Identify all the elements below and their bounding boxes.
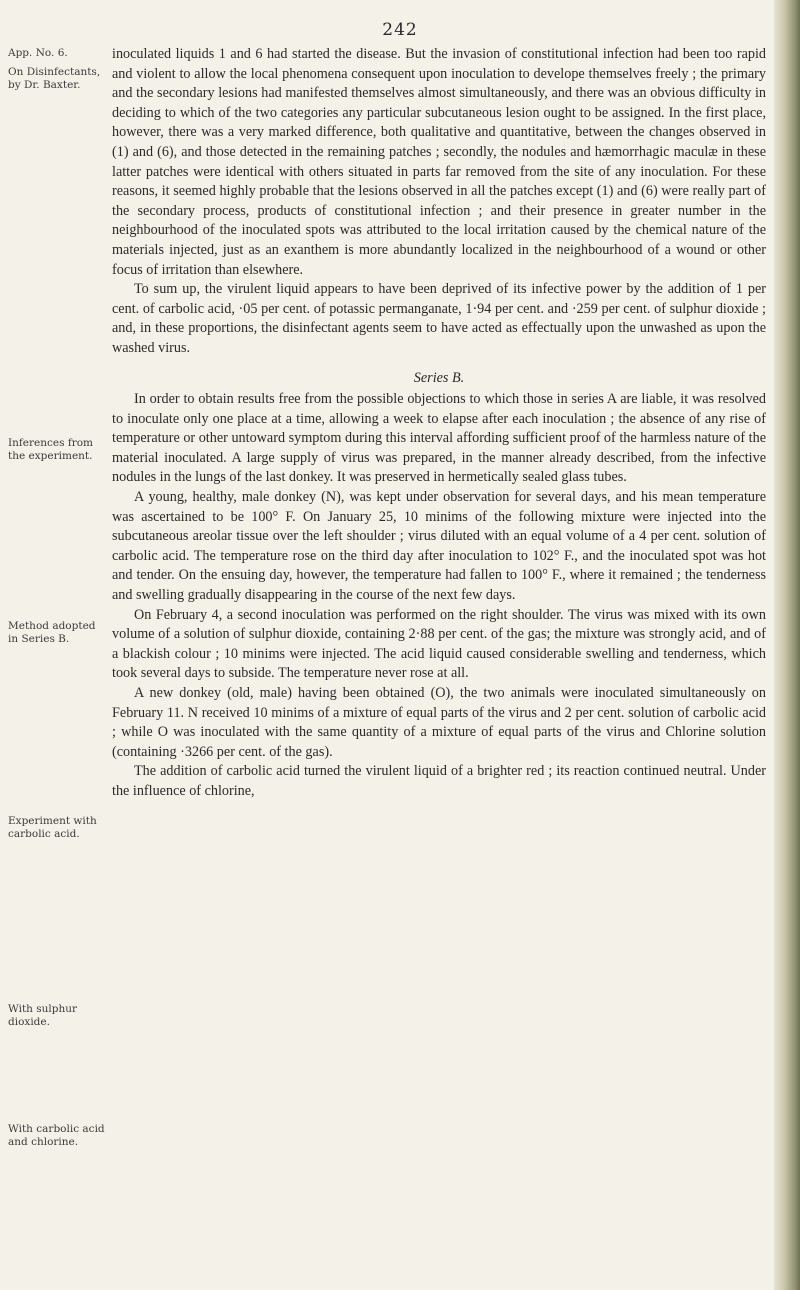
margin-note-inferences: Inferences from the experiment. xyxy=(8,437,94,462)
paragraph-carbolic: A young, healthy, male donkey (N), was kept under observation for several days, and his mean temperature was ascertained to be 100° F. On January 25, 10 minims of the following mixture were injected into the subcutaneous areolar tissue over the left shoulder ; virus diluted with an equal volume of a 4 per cent. solution of carbolic acid. The temperature rose on the third day after inoculation to 102° F., and the inoculated spot was hot and tender. On the ensuing day, however, the temperature had fallen to 100° F., where it remained ; the tenderness and swelling gradually disappearing in the course of the next few days. xyxy=(112,489,766,604)
paragraph-method: In order to obtain results free from the possible objections to which those in series A are liable, it was resolved to inoculate only one place at a time, allowing a week to elapse after each inoculation ; the absence of any rise of temperature or other untoward symptom during this interval affording sufficient proof of the harmless nature of the material inoculated. A large supply of virus was prepared, in the manner already described, from the infective nodules in the lungs of the last donkey. It was preserved in hermetically sealed glass tubes. xyxy=(112,391,766,486)
margin-note-chlorine: With carbolic acid and chlorine. xyxy=(8,1123,105,1148)
paragraph-summary: To sum up, the virulent liquid appears to have been deprived of its infective power by the addition of 1 per cent. of carbolic acid, ·05 per cent. of potassic permanganate, 1·94 per cent. and ·259 per cent. of sulphur dioxide ; and, in these proportions, the disinfectant agents seem to have acted as effectually upon the unwashed as upon the washed virus. xyxy=(112,281,766,356)
paragraph-final: The addition of carbolic acid turned the virulent liquid of a brighter red ; its reaction continued neutral. Under the influence of chlorine, xyxy=(112,763,766,799)
page-number: 242 xyxy=(382,20,418,40)
page-edge-shadow xyxy=(774,0,800,1290)
margin-note-sulphur: With sulphur dioxide. xyxy=(8,1003,78,1028)
series-b-heading: Series B. xyxy=(413,369,465,386)
main-text xyxy=(112,45,766,802)
margin-note-carbolic: Experiment with carbolic acid. xyxy=(8,815,97,840)
paragraph-continuation: inoculated liquids 1 and 6 had started the disease. But the invasion of constitutional infection had been too rapid and violent to allow the local phenomena consequent upon inoculation to develope themselves freely ; the primary and the secondary lesions had manifested themselves almost simultaneously, and there was an obvious difficulty in deciding to which of the two categories any particular subcutaneous lesion ought to be assigned. In the first place, however, there was a very marked difference, both qualitative and quantitative, between the changes observed in (1) and (6), and those detected in the remaining patches ; secondly, the nodules and hæmorrhagic maculæ in these latter patches were identical with others situated in parts far removed from the site of any inoculation. For these reasons, it seemed highly probable that the lesions observed in all the patches except (1) and (6) were really part of the secondary process, products of constitutional infection ; and their presence in greater number in the neighbourhood of the inoculated spots was attributed to the local irritation caused by the chemical nature of the materials injected, just as an exanthem is more abundantly localized in the neighbourhood of a wound or other focus of irritation than elsewhere. xyxy=(112,46,766,278)
margin-note-method: Method adopted in Series B. xyxy=(8,620,96,645)
paragraph-sulphur: On February 4, a second inoculation was performed on the right shoulder. The virus was mixed with its own volume of a solution of sulphur dioxide, containing 2·88 per cent. of the gas; the mixture was strongly acid, and of a blackish colour ; 10 minims were injected. The acid liquid caused considerable swelling and tenderness, which took several days to subside. The temperature never rose at all. xyxy=(112,606,766,682)
paragraph-chlorine: A new donkey (old, male) having been obtained (O), the two animals were inoculated simultaneously on February 11. N received 10 minims of a mixture of equal parts of the virus and 2 per cent. solution of carbolic acid ; while O was inoculated with the same quantity of a mixture of equal parts of the virus and Chlorine solution (containing ·3266 per cent. of the gas). xyxy=(112,685,766,760)
margin-note-appendix: App. No. 6. xyxy=(8,47,68,59)
margin-note-title: On Disinfectants, by Dr. Baxter. xyxy=(8,66,101,91)
